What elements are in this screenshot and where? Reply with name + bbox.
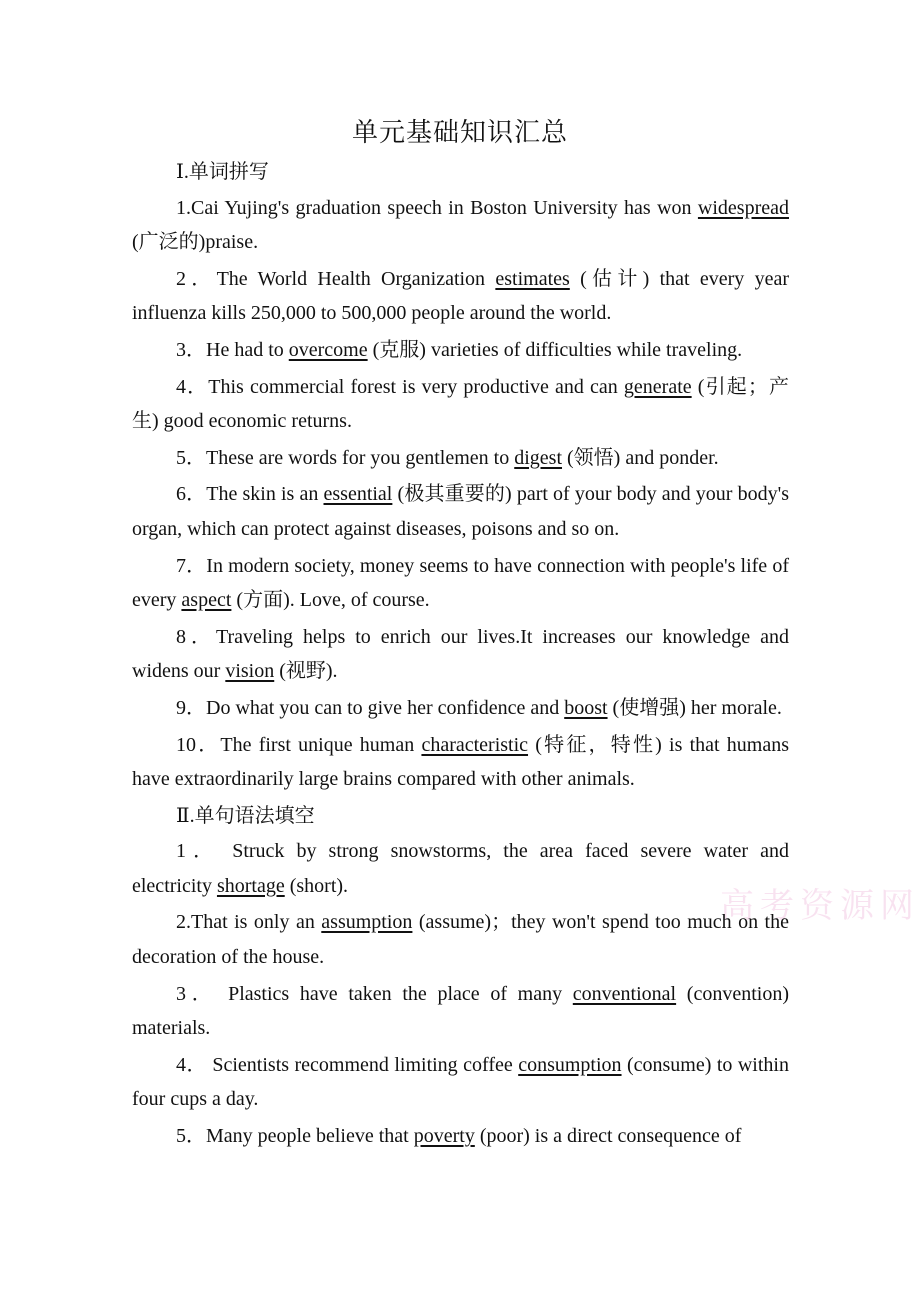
item-hint: (使增强) her morale.	[607, 696, 782, 719]
item-hint: (引起；产生) good economic returns.	[132, 375, 789, 433]
answer-word: aspect	[181, 589, 232, 612]
item-text: 5．Many people believe that	[176, 1125, 414, 1148]
exercise-item	[132, 191, 789, 260]
item-text: 3． Plastics have taken the place of many	[176, 982, 573, 1005]
item-hint: (视野).	[274, 660, 338, 683]
exercise-item	[132, 262, 789, 331]
exercise-item	[132, 477, 789, 546]
answer-word: widespread	[697, 196, 789, 219]
answer-word: boost	[564, 696, 608, 719]
item-text: 2.That is only an	[176, 911, 322, 934]
page-title: 单元基础知识汇总	[351, 118, 568, 147]
exercise-item	[132, 441, 789, 476]
answer-word: assumption	[321, 911, 413, 934]
answer-word: overcome	[288, 338, 368, 361]
exercise-item	[132, 728, 789, 797]
answer-word: digest	[514, 446, 563, 469]
item-hint: (consume) to within four cups a day.	[132, 1053, 789, 1111]
item-text: 1.Cai Yujing's graduation speech in Boston University has won	[176, 196, 698, 219]
item-hint: (领悟) and ponder.	[562, 446, 719, 469]
watermark: 高考资源网	[720, 888, 920, 925]
answer-word: generate	[623, 375, 692, 398]
exercise-item	[132, 977, 789, 1046]
exercise-item	[132, 905, 789, 974]
item-text: 6．The skin is an	[176, 483, 324, 506]
answer-word: poverty	[413, 1125, 475, 1148]
item-text: 8．Traveling helps to enrich our lives.It increases our knowledge and widens our	[132, 625, 789, 683]
exercise-item	[132, 691, 789, 726]
item-text: 7．In modern society, money seems to have connection with people's life of every	[132, 554, 789, 612]
exercise-item	[132, 834, 789, 903]
answer-word: vision	[225, 660, 275, 683]
section-spelling	[132, 191, 789, 797]
item-text: 9．Do what you can to give her confidence and	[176, 696, 565, 719]
answer-word: consumption	[518, 1053, 622, 1076]
item-text: 4．This commercial forest is very productive and can	[176, 375, 624, 398]
item-text: 4． Scientists recommend limiting coffee	[176, 1053, 519, 1076]
item-text: 5．These are words for you gentlemen to	[176, 446, 515, 469]
section-heading-grammar: Ⅱ.单句语法填空	[176, 804, 315, 827]
item-hint: (极其重要的) part of your body and your body's organ, which can protect against diseases, poisons and so on.	[132, 483, 789, 540]
item-text: 2．The World Health Organization	[176, 267, 496, 290]
item-hint: (克服) varieties of difficulties while traveling.	[367, 338, 743, 361]
item-text: 1． Struck by strong snowstorms, the area faced severe water and electricity	[132, 840, 789, 897]
section-grammar	[132, 834, 789, 1153]
item-text: 3．He had to	[176, 338, 289, 361]
exercise-item	[132, 549, 789, 618]
exercise-item	[132, 620, 789, 689]
exercise-item	[132, 1119, 789, 1154]
item-hint: (poor) is a direct consequence of	[474, 1125, 742, 1148]
document-body	[132, 155, 789, 1156]
section-heading-spelling: Ⅰ.单词拼写	[176, 161, 269, 183]
item-hint: (方面). Love, of course.	[231, 589, 430, 612]
answer-word: estimates	[495, 267, 570, 290]
item-hint: (short).	[284, 874, 349, 897]
item-text: 10．The first unique human	[176, 733, 422, 756]
exercise-item	[132, 1048, 789, 1117]
exercise-item	[132, 370, 789, 439]
answer-word: characteristic	[421, 733, 529, 756]
item-hint: (估计) that every year influenza kills 250,000 to 500,000 people around the world.	[132, 267, 790, 325]
item-hint: (assume)；they won't spend too much on the decoration of the house.	[132, 911, 789, 969]
item-hint: (convention) materials.	[132, 982, 789, 1040]
answer-word: essential	[323, 483, 393, 506]
item-hint: (广泛的)praise.	[132, 231, 259, 254]
answer-word: shortage	[216, 874, 285, 897]
exercise-item	[132, 333, 789, 368]
answer-word: conventional	[572, 982, 677, 1005]
item-hint: (特征，特性) is that humans have extraordinarily large brains compared with other animals.	[132, 733, 789, 791]
